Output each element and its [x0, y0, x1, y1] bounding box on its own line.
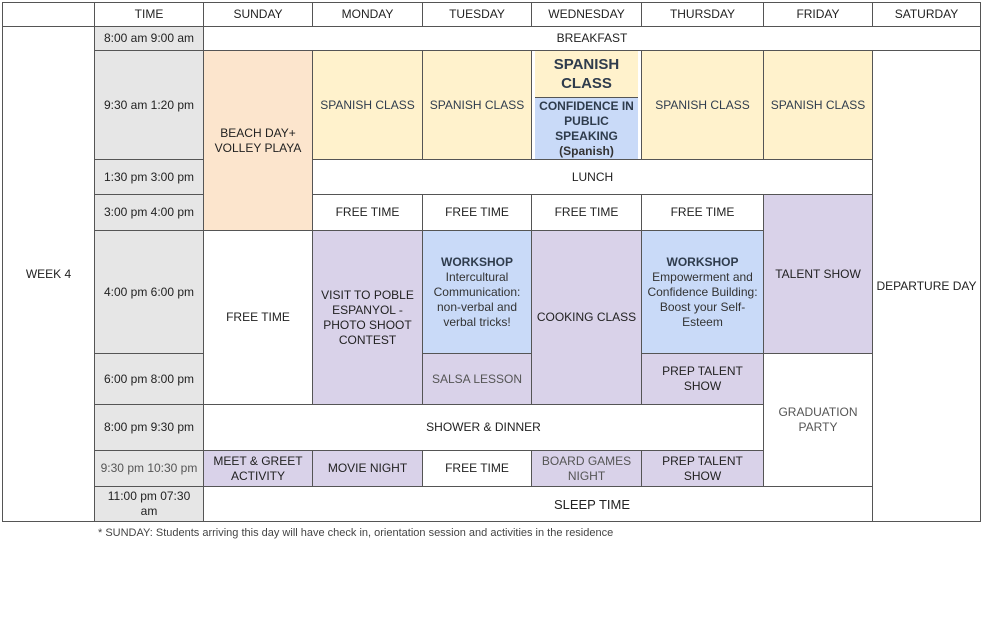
- header-row: [3, 3, 981, 27]
- time-header: TIME: [95, 3, 204, 27]
- activity-free-time: FREE TIME: [532, 195, 642, 231]
- activity-salsa-lesson: SALSA LESSON: [423, 354, 532, 405]
- activity-free-time: FREE TIME: [423, 195, 532, 231]
- activity-lunch: LUNCH: [313, 160, 873, 195]
- activity-spanish-class: SPANISH CLASS: [535, 51, 638, 98]
- time-slot: 8:00 am 9:00 am: [95, 27, 204, 51]
- footnote: * SUNDAY: Students arriving this day will have check in, orientation session and activities in the residence: [98, 527, 614, 539]
- time-slot: 8:00 pm 9:30 pm: [95, 405, 204, 451]
- activity-meet-greet: MEET & GREET ACTIVITY: [204, 451, 313, 487]
- activity-board-games-night: BOARD GAMES NIGHT: [532, 451, 642, 487]
- time-slot: 1:30 pm 3:00 pm: [95, 160, 204, 195]
- schedule-row: [3, 160, 981, 195]
- time-slot: 6:00 pm 8:00 pm: [95, 354, 204, 405]
- activity-movie-night: MOVIE NIGHT: [313, 451, 423, 487]
- activity-confidence-public-speaking: [535, 98, 638, 159]
- activity-free-time: FREE TIME: [423, 451, 532, 487]
- activity-shower-dinner: SHOWER & DINNER: [204, 405, 764, 451]
- day-header-monday: MONDAY: [313, 3, 423, 27]
- activity-text: CONFIDENCE IN PUBLIC SPEAKING: [539, 98, 634, 143]
- time-slot: 3:00 pm 4:00 pm: [95, 195, 204, 231]
- schedule-row: [3, 354, 981, 405]
- activity-beach-day: [204, 51, 313, 231]
- activity-spanish-class: SPANISH CLASS: [313, 51, 423, 160]
- schedule-row: [3, 487, 981, 522]
- activity-cooking-class: COOKING CLASS: [532, 231, 642, 405]
- activity-subtext: (Spanish): [559, 143, 614, 158]
- week-label: WEEK 4: [3, 27, 95, 522]
- activity-wednesday-morning: [532, 51, 642, 160]
- activity-spanish-class: SPANISH CLASS: [642, 51, 764, 160]
- activity-prep-talent-show: PREP TALENT SHOW: [642, 354, 764, 405]
- week-header-cell: [3, 3, 95, 27]
- day-header-wednesday: WEDNESDAY: [532, 3, 642, 27]
- workshop-description: Intercultural Communication: non-verbal and verbal tricks!: [433, 269, 521, 329]
- activity-spanish-class: SPANISH CLASS: [764, 51, 873, 160]
- activity-workshop-empowerment: [642, 231, 764, 354]
- workshop-description: Empowerment and Confidence Building: Boost your Self-Esteem: [647, 269, 758, 329]
- schedule-row: [3, 51, 981, 160]
- time-slot: 4:00 pm 6:00 pm: [95, 231, 204, 354]
- schedule-row: [3, 27, 981, 51]
- time-slot: 11:00 pm 07:30 am: [95, 487, 204, 522]
- day-header-thursday: THURSDAY: [642, 3, 764, 27]
- activity-text: BEACH DAY+ VOLLEY PLAYA: [214, 125, 302, 155]
- activity-talent-show: TALENT SHOW: [764, 195, 873, 354]
- activity-prep-talent-show: PREP TALENT SHOW: [642, 451, 764, 487]
- workshop-title: WORKSHOP: [666, 254, 739, 269]
- activity-free-time: FREE TIME: [313, 195, 423, 231]
- week-schedule-table: [2, 2, 981, 522]
- time-slot: 9:30 pm 10:30 pm: [95, 451, 204, 487]
- activity-graduation-party: GRADUATION PARTY: [764, 354, 873, 487]
- activity-breakfast: BREAKFAST: [204, 27, 981, 51]
- schedule-row: [3, 195, 981, 231]
- activity-sleep-time: SLEEP TIME: [204, 487, 981, 522]
- activity-visit-poble-espanyol: VISIT TO POBLE ESPANYOL - PHOTO SHOOT CONTEST: [313, 231, 423, 405]
- day-header-friday: FRIDAY: [764, 3, 873, 27]
- workshop-title: WORKSHOP: [441, 254, 513, 269]
- activity-workshop-intercultural: [423, 231, 532, 354]
- day-header-saturday: SATURDAY: [873, 3, 981, 27]
- activity-free-time: FREE TIME: [204, 231, 313, 405]
- activity-free-time: FREE TIME: [642, 195, 764, 231]
- time-slot: 9:30 am 1:20 pm: [95, 51, 204, 160]
- activity-spanish-class: SPANISH CLASS: [423, 51, 532, 160]
- day-header-tuesday: TUESDAY: [423, 3, 532, 27]
- activity-departure-day: DEPARTURE DAY: [873, 51, 981, 522]
- day-header-sunday: SUNDAY: [204, 3, 313, 27]
